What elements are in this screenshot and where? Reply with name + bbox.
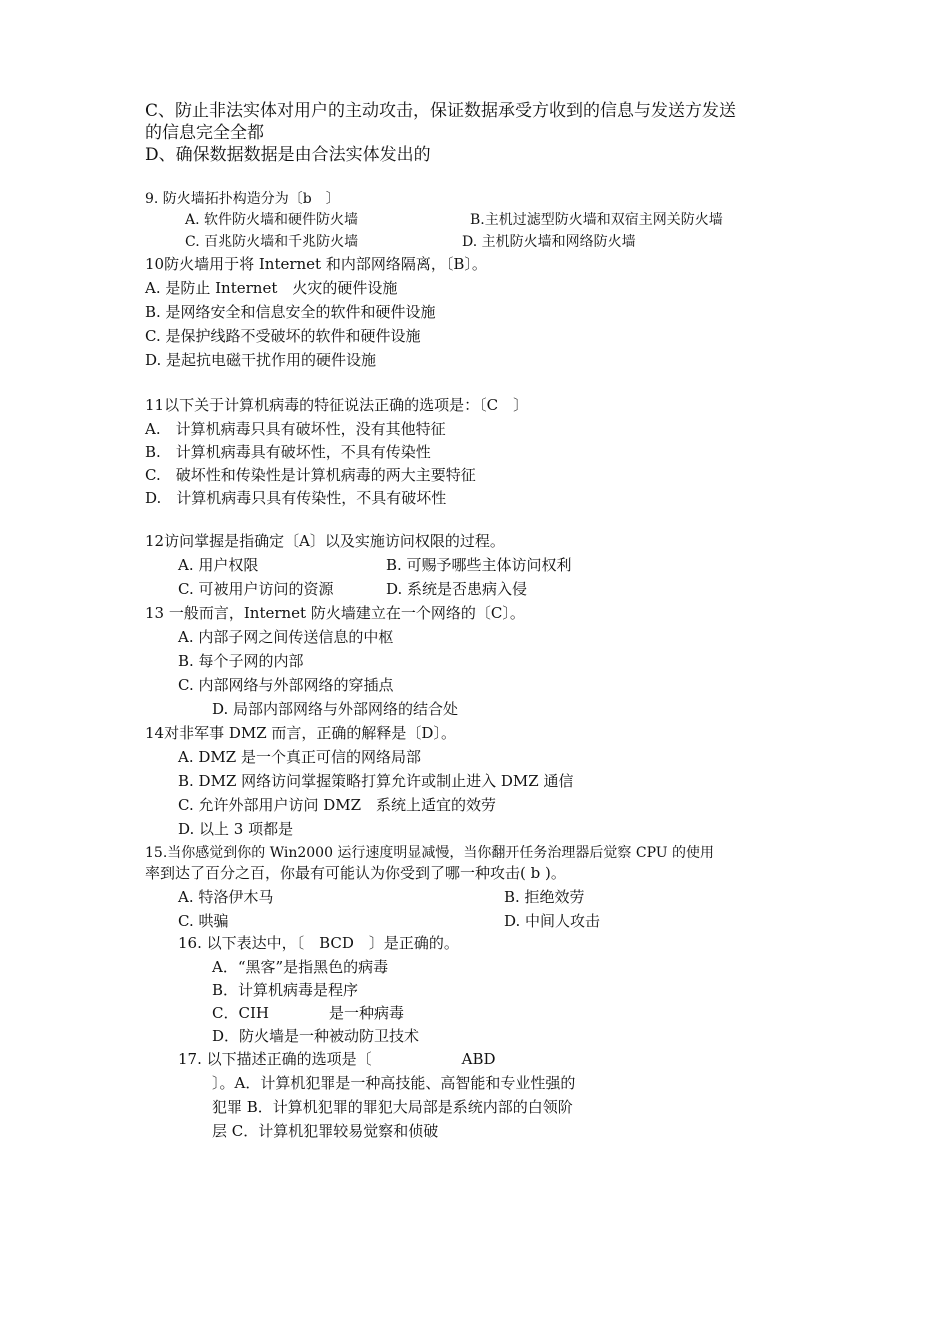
q14-option-b: B. DMZ 网络访问掌握策略打算允许或制止进入 DMZ 通信 [178,772,574,790]
q14-stem: 14对非军事 DMZ 而言，正确的解释是〔D〕。 [145,724,456,742]
q10-option-c: C. 是保护线路不受破坏的软件和硬件设施 [145,327,421,345]
q16-option-b: B．计算机病毒是程序 [212,981,359,999]
q12-option-d: D. 系统是否患病入侵 [386,580,528,598]
q11-option-a: A. 计算机病毒只具有破坏性，没有其他特征 [145,420,446,438]
q11-option-d: D. 计算机病毒只具有传染性，不具有破坏性 [145,489,447,507]
q10-stem: 10防火墙用于将 Internet 和内部网络隔离，〔B〕。 [145,255,487,273]
q14-option-d: D. 以上 3 项都是 [178,820,294,838]
q9-stem: 9. 防火墙拓扑构造分为〔b 〕 [145,191,340,207]
q12-stem: 12访问掌握是指确定〔A〕以及实施访问权限的过程。 [145,532,505,550]
q16-option-c: C．CIH 是一种病毒 [212,1004,404,1022]
q16-option-a: A．“黑客”是指黑色的病毒 [212,958,389,976]
q10-option-b: B. 是网络安全和信息安全的软件和硬件设施 [145,303,436,321]
q15-stem-line2: 率到达了百分之百，你最有可能认为你受到了哪一种攻击( b )。 [145,864,566,882]
intro-option-c-line1: C、防止非法实体对用户的主动攻击，保证数据承受方收到的信息与发送方发送 [145,101,737,121]
q11-stem: 11以下关于计算机病毒的特征说法正确的选项是：〔C 〕 [145,396,529,414]
q16-option-d: D．防火墙是一种被动防卫技术 [212,1027,420,1045]
q9-option-d: D. 主机防火墙和网络防火墙 [462,234,636,250]
q15-option-a: A. 特洛伊木马 [178,888,274,906]
intro-option-c-line2: 的信息完全全都 [145,123,264,143]
q15-option-d: D. 中间人攻击 [504,912,601,930]
q13-option-c: C. 内部网络与外部网络的穿插点 [178,676,394,694]
q9-option-c: C. 百兆防火墙和千兆防火墙 [185,234,359,250]
q9-option-a: A. 软件防火墙和硬件防火墙 [185,212,359,228]
q15-option-c: C. 哄骗 [178,912,229,930]
q15-stem-line1: 15.当你感觉到你的 Win2000 运行速度明显减慢，当你翻开任务治理器后觉察 CPU 的使用 [145,845,715,861]
q13-option-b: B. 每个子网的内部 [178,652,304,670]
q9-option-b: B.主机过滤型防火墙和双宿主网关防火墙 [470,212,723,228]
q10-option-a: A. 是防止 Internet 火灾的硬件设施 [145,279,398,297]
q12-option-c: C. 可被用户访问的资源 [178,580,334,598]
q12-option-b: B. 可赐予哪些主体访问权利 [386,556,572,574]
q17-line3: 犯罪 B．计算机犯罪的罪犯大局部是系统内部的白领阶 [212,1098,573,1116]
intro-option-d: D、确保数据数据是由合法实体发出的 [145,145,431,165]
q11-option-b: B. 计算机病毒具有破坏性，不具有传染性 [145,443,431,461]
q15-option-b: B. 拒绝效劳 [504,888,585,906]
q13-stem: 13 一般而言，Internet 防火墙建立在一个网络的〔C〕。 [145,604,525,622]
q17-stem: 17. 以下描述正确的选项是〔 ABD [178,1050,496,1068]
q12-option-a: A. 用户权限 [178,556,259,574]
q16-stem: 16. 以下表达中，〔 BCD 〕是正确的。 [178,934,459,952]
q17-line2: 〕。A．计算机犯罪是一种高技能、高智能和专业性强的 [212,1074,576,1092]
q14-option-c: C. 允许外部用户访问 DMZ 系统上适宜的效劳 [178,796,497,814]
q13-option-a: A. 内部子网之间传送信息的中枢 [178,628,394,646]
q17-line4: 层 C．计算机犯罪较易觉察和侦破 [212,1122,439,1140]
q13-option-d: D. 局部内部网络与外部网络的结合处 [212,700,459,718]
q11-option-c: C. 破坏性和传染性是计算机病毒的两大主要特征 [145,466,476,484]
q10-option-d: D. 是起抗电磁干扰作用的硬件设施 [145,351,377,369]
q14-option-a: A. DMZ 是一个真正可信的网络局部 [178,748,421,766]
